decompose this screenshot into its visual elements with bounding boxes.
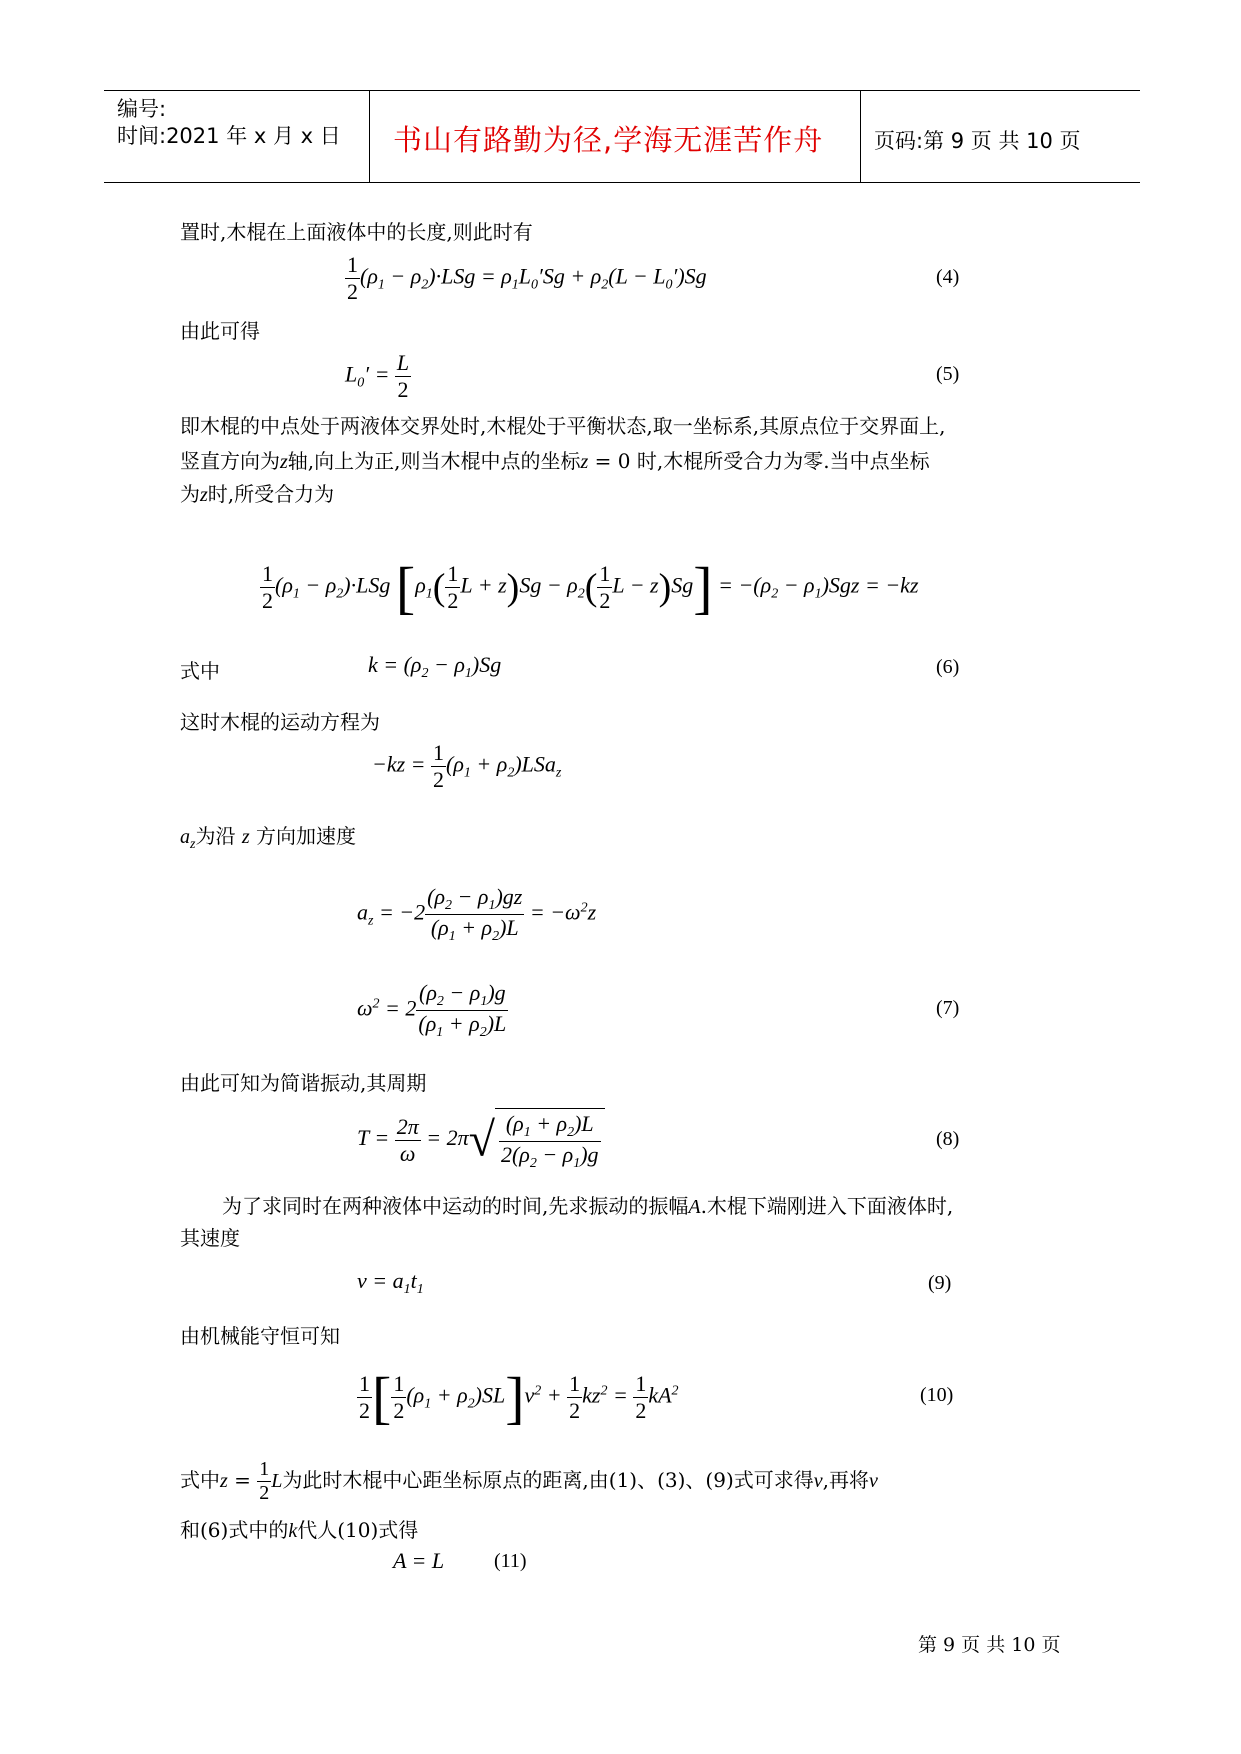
equation-acceleration: $a_z = -2$ $\frac{(\rho_2 - \rho_1)gz}{(\rho_1 + \rho_2)L}$ = $-\omega^2z$ bbox=[357, 884, 597, 944]
equation-number-6: (6) bbox=[936, 656, 960, 678]
paragraph-balance-line3: 为z时,所受合力为 bbox=[180, 482, 335, 506]
paragraph-balance-line2: 竖直方向为z轴,向上为正,则当木棍中点的坐标z = 0 时,木棍所受合力为零.当中点坐标 bbox=[180, 449, 930, 473]
paragraph-solve-line2: 和(6)式中的k代人(10)式得 bbox=[180, 1518, 419, 1542]
header-bottom-rule bbox=[104, 182, 1140, 183]
paragraph-motion-eq: 这时木棍的运动方程为 bbox=[180, 710, 380, 734]
equation-4: $\frac{1}{2}$ $(\rho_1 - \rho_2)\cdot LSg = \rho_1L_0'Sg + \rho_2(L - L_0')Sg$ bbox=[347, 252, 707, 304]
equation-number-5: (5) bbox=[936, 363, 960, 385]
header-time-label: 时间:2021 年 x 月 x 日 bbox=[117, 124, 341, 148]
equation-11: A = L bbox=[393, 1548, 445, 1573]
equation-9: $v = a_1t_1$ bbox=[357, 1268, 424, 1297]
paragraph-intro: 置时,木棍在上面液体中的长度,则此时有 bbox=[180, 220, 533, 244]
equation-5: $L_0'$ = $\frac{L}{2}$ bbox=[345, 350, 410, 402]
equation-number-9: (9) bbox=[928, 1272, 952, 1294]
header-top-rule bbox=[104, 90, 1140, 91]
header-motto: 书山有路勤为径,学海无涯苦作舟 bbox=[393, 123, 824, 157]
paragraph-balance-line1: 即木棍的中点处于两液体交界处时,木棍处于平衡状态,取一坐标系,其原点位于交界面上, bbox=[180, 414, 946, 438]
equation-number-4: (4) bbox=[936, 266, 960, 288]
paragraph-where: 式中 bbox=[180, 659, 220, 683]
paragraph-amplitude-line2: 其速度 bbox=[180, 1226, 240, 1250]
equation-6: $k = (\rho_2 - \rho_1)Sg$ bbox=[368, 652, 502, 681]
equation-net-force: $\frac{1}{2}$ $(\rho_1 - \rho_2)\cdot LSg$ [$\rho_1$( $\frac{1}{2}$ $L + z)Sg - \rho_2$( $\frac{1}{2}$ $L - z)Sg] = -(\rho_2 - \rho_1)Sgz = -kz$ bbox=[262, 555, 919, 620]
equation-10: $\frac{1}{2}$ [ $\frac{1}{2}$ $(\rho_1 + \rho_2)SL]v^2$ + $\frac{1}{2}$ $kz^2$ = $\frac{1}{2}$ $kA^2$ bbox=[359, 1365, 679, 1430]
paragraph-energy: 由机械能守恒可知 bbox=[180, 1324, 340, 1348]
equation-number-7: (7) bbox=[936, 997, 960, 1019]
paragraph-solve-line1: 式中z = $\frac{1}{2}$ L为此时木棍中心距坐标原点的距离,由(1)、(3)、(9)式可求得v,再将v bbox=[180, 1458, 878, 1504]
equation-motion: −kz = $\frac{1}{2}$ $(\rho_1 + \rho_2)LSa_z$ bbox=[372, 740, 562, 792]
equation-7: $\omega^2 = 2$ $\frac{(\rho_2 - \rho_1)g}{(\rho_1 + \rho_2)L}$ bbox=[357, 980, 507, 1040]
paragraph-amplitude-line1: 为了求同时在两种液体中运动的时间,先求振动的振幅A.木棍下端刚进入下面液体时, bbox=[222, 1194, 954, 1218]
footer-page-number: 第 9 页 共 10 页 bbox=[918, 1634, 1061, 1656]
equation-8: T = $\frac{2\pi}{\omega}$ = 2π√ $\frac{(\rho_1 + \rho_2)L}{2(\rho_2 - \rho_1)g}$ bbox=[357, 1108, 605, 1172]
paragraph-shm: 由此可知为简谐振动,其周期 bbox=[180, 1071, 427, 1095]
header-divider-left bbox=[369, 90, 370, 183]
header-page-code: 页码:第 9 页 共 10 页 bbox=[874, 129, 1081, 153]
header-divider-right bbox=[860, 90, 861, 183]
equation-number-8: (8) bbox=[936, 1128, 960, 1150]
header-serial-label: 编号: bbox=[117, 97, 167, 121]
equation-number-11: (11) bbox=[494, 1550, 527, 1572]
paragraph-acceleration: $a_z$为沿 z 方向加速度 bbox=[180, 824, 356, 852]
equation-number-10: (10) bbox=[920, 1384, 954, 1406]
paragraph-hence: 由此可得 bbox=[180, 319, 260, 343]
